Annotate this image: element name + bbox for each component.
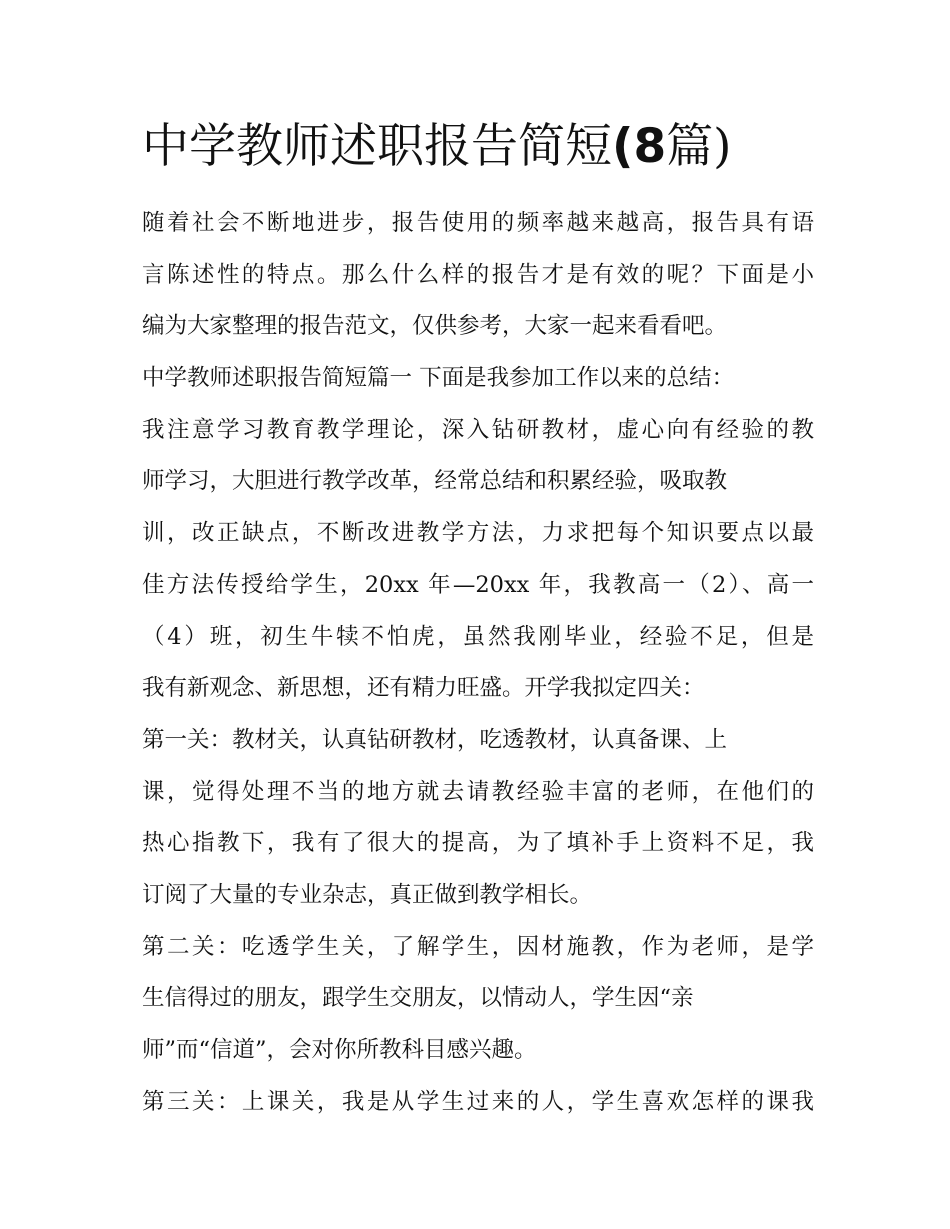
- title-number: (8: [612, 119, 667, 174]
- text-line: 随着社会不断地进步，报告使用的频率越来越高，报告具有语: [142, 210, 814, 236]
- text-line: 佳方法传授给学生，20xx 年—20xx 年，我教高一（2）、高一: [142, 571, 814, 598]
- text-line: 第三关：上课关，我是从学生过来的人，学生喜欢怎样的课我: [142, 1088, 814, 1115]
- text-line: 我注意学习教育教学理论，深入钻研教材，虚心向有经验的教: [142, 416, 814, 443]
- text-line: 师学习，大胆进行教学改革，经常总结和积累经验，吸取教: [142, 468, 728, 495]
- text-line: 第一关：教材关，认真钻研教材，吃透教材，认真备课、上: [142, 726, 728, 753]
- text-line: 中学教师述职报告简短篇一 下面是我参加工作以来的总结：: [142, 365, 735, 392]
- text-line: （4）班，初生牛犊不怕虎，虽然我刚毕业，经验不足，但是: [142, 623, 814, 650]
- document-title: [142, 112, 732, 182]
- text-line: 师”而“信道”，会对你所教科目感兴趣。: [142, 1037, 537, 1063]
- text-line: 言陈述性的特点。那么什么样的报告才是有效的呢？下面是小: [142, 261, 814, 288]
- text-line: 我有新观念、新思想，还有精力旺盛。开学我拟定四关：: [142, 675, 705, 702]
- text-line: 第二关：吃透学生关，了解学生，因材施教，作为老师，是学: [142, 933, 814, 960]
- text-line: 生信得过的朋友，跟学生交朋友，以情动人，学生因“亲: [142, 985, 694, 1012]
- text-line: 课，觉得处理不当的地方就去请教经验丰富的老师，在他们的: [142, 778, 814, 805]
- title-suffix: 篇): [666, 119, 732, 174]
- text-line: 热心指教下，我有了很大的提高，为了填补手上资料不足，我: [142, 830, 814, 857]
- document-body: [142, 198, 814, 1128]
- title-text: 中学教师述职报告简短: [142, 119, 612, 174]
- text-line: 编为大家整理的报告范文，仅供参考，大家一起来看看吧。: [142, 313, 728, 340]
- text-line: 订阅了大量的专业杂志，真正做到教学相长。: [142, 881, 593, 908]
- text-line: 训，改正缺点，不断改进教学方法，力求把每个知识要点以最: [142, 520, 814, 547]
